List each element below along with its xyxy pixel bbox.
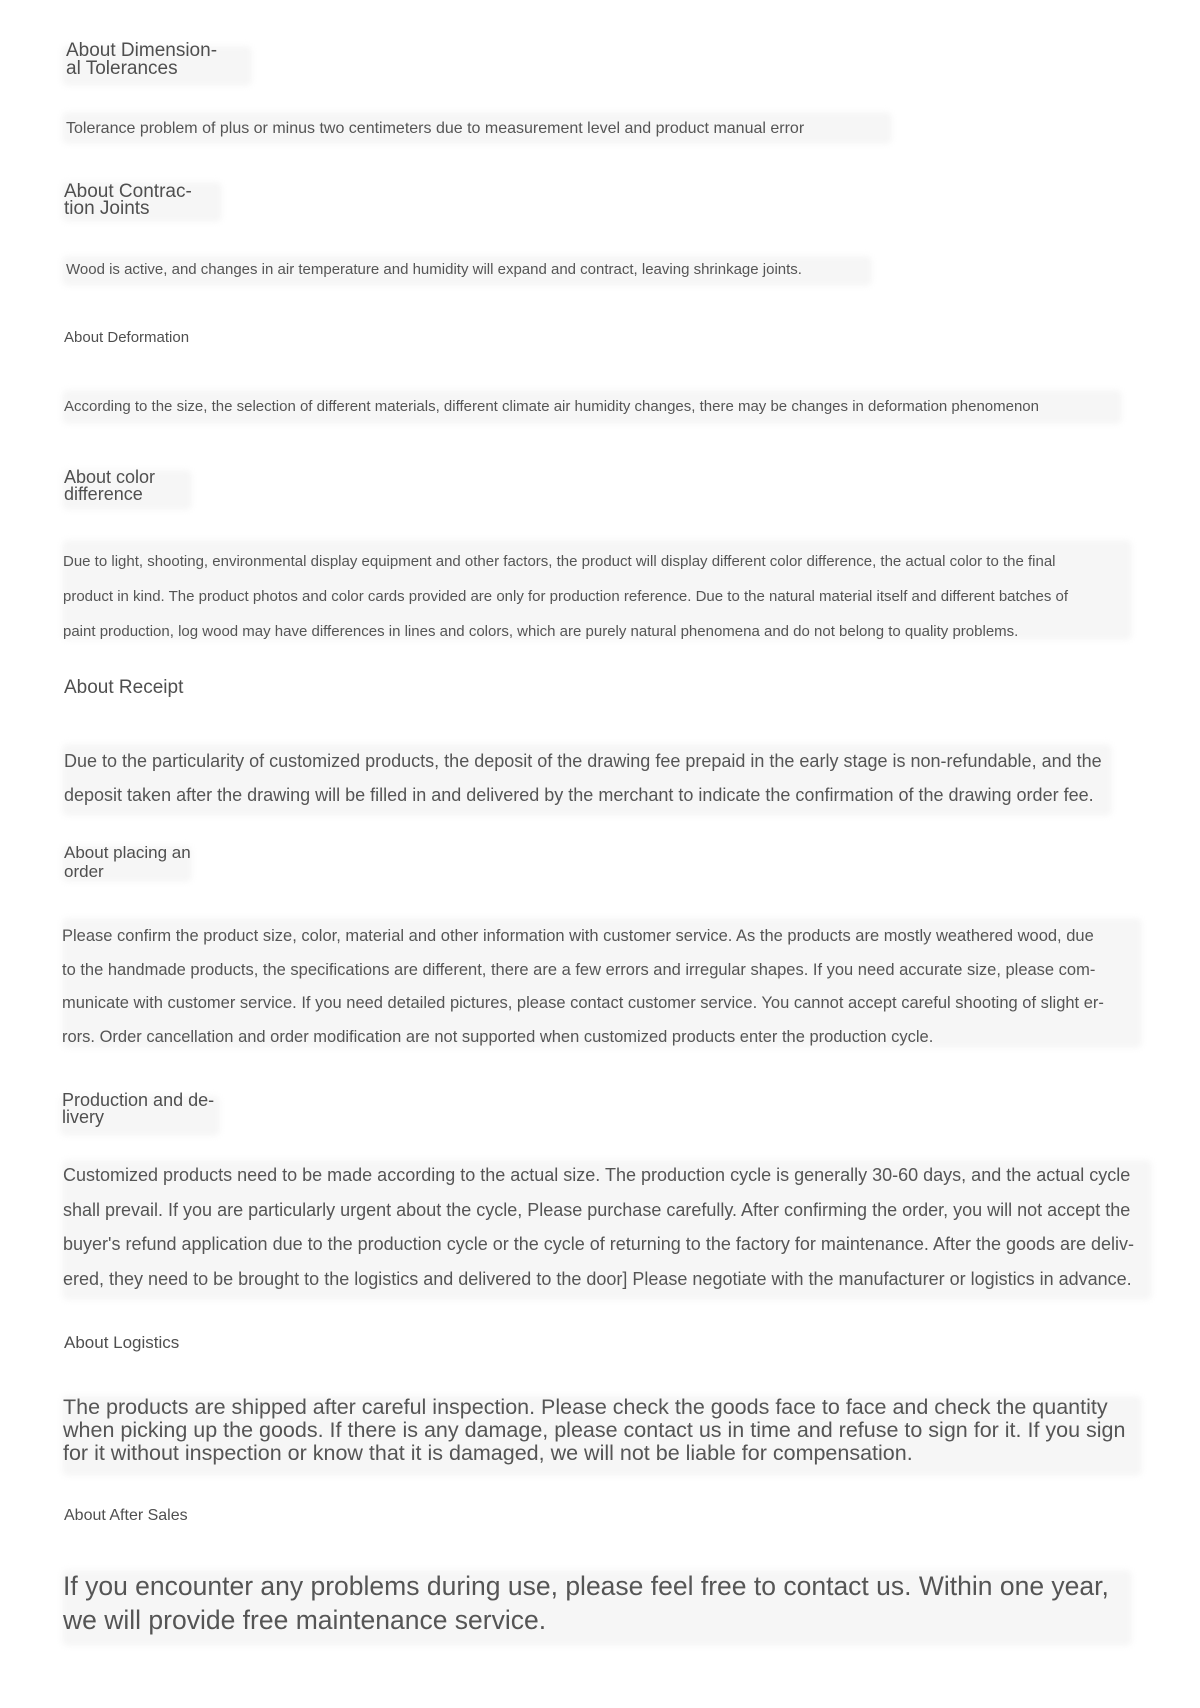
section-heading-placing-order [64,843,191,881]
heading-line: About Dimension- [66,40,218,61]
section-heading-logistics: About Logistics [64,1333,180,1352]
body-line: ered, they need to be brought to the logistics and delivered to the door] Please negotiate with the manufacturer or logistics in advance. [63,1268,1132,1289]
heading-line: About Contrac- [64,181,192,202]
body-line: Due to light, shooting, environmental display equipment and other factors, the product will display different color difference, the actual color to the final [63,553,1056,570]
body-line: product in kind. The product photos and color cards provided are only for production reference. Due to the natural material itself and different batches of [63,588,1069,605]
section-body-receipt [64,744,1184,812]
section-body-contraction-joints: Wood is active, and changes in air temperature and humidity will expand and contract, leaving shrinkage joints. [66,261,802,278]
heading-line: Production and de- [62,1090,215,1110]
heading-line: difference [64,484,143,504]
body-line: The products are shipped after careful inspection. Please check the goods face to face and check the quantity [63,1395,1108,1419]
body-line: we will provide free maintenance service. [63,1605,547,1635]
section-heading-after-sales: About After Sales [64,1507,188,1524]
section-heading-production-delivery [62,1092,214,1126]
heading-line: About placing an [64,843,191,862]
body-line: Due to the particularity of customized products, the deposit of the drawing fee prepaid in the early stage is non-refundable, and the [64,751,1102,771]
body-line: paint production, log wood may have differences in lines and colors, which are purely natural phenomena and do not belong to quality problems. [63,623,1019,640]
body-line: to the handmade products, the specifications are different, there are a few errors and irregular shapes. If you need accurate size, please com- [62,960,1096,979]
body-line: Please confirm the product size, color, material and other information with customer service. As the products are mostly weathered wood, due [62,927,1094,945]
section-heading-receipt: About Receipt [64,677,184,698]
heading-line: order [64,862,104,881]
body-line: If you encounter any problems during use, please feel free to contact us. Within one year, [63,1571,1109,1601]
section-body-deformation: According to the size, the selection of different materials, different climate air humidity changes, there may be changes in deformation phenomenon [64,398,1039,415]
section-body-logistics [63,1396,1193,1465]
section-body-color-difference [63,544,1183,649]
heading-line: tion Joints [64,198,150,219]
section-heading-color-difference [64,469,155,503]
body-line: rors. Order cancellation and order modification are not supported when customized products enter the production cycle. [62,1027,934,1046]
section-heading-dimensional-tolerances [66,42,217,78]
section-heading-contraction-joints [64,183,192,217]
heading-line: al Tolerances [66,58,178,79]
section-body-production-delivery [63,1158,1193,1296]
section-heading-deformation: About Deformation [64,329,190,346]
section-body-dimensional-tolerances: Tolerance problem of plus or minus two centimeters due to measurement level and product manual error [66,120,805,137]
heading-line: About color [64,467,156,487]
body-line: Customized products need to be made according to the actual size. The production cycle is generally 30-60 days, and the actual cycle [63,1165,1131,1185]
section-body-placing-order [62,920,1192,1054]
body-line: when picking up the goods. If there is any damage, please contact us in time and refuse to sign for it. If you sign [63,1418,1126,1442]
body-line: shall prevail. If you are particularly urgent about the cycle, Please purchase carefully. After confirming the order, you will not accept the [63,1199,1131,1220]
heading-line: livery [62,1107,105,1127]
body-line: deposit taken after the drawing will be filled in and delivered by the merchant to indicate the confirmation of the drawing order fee. [64,785,1094,805]
body-line: municate with customer service. If you need detailed pictures, please contact customer service. You cannot accept careful shooting of slight er- [62,994,1104,1012]
body-line: for it without inspection or know that it is damaged, we will not be liable for compensation. [63,1441,913,1465]
section-body-after-sales [63,1569,1193,1637]
body-line: buyer's refund application due to the production cycle or the cycle of returning to the factory for maintenance. After the goods are deliv- [63,1234,1135,1254]
